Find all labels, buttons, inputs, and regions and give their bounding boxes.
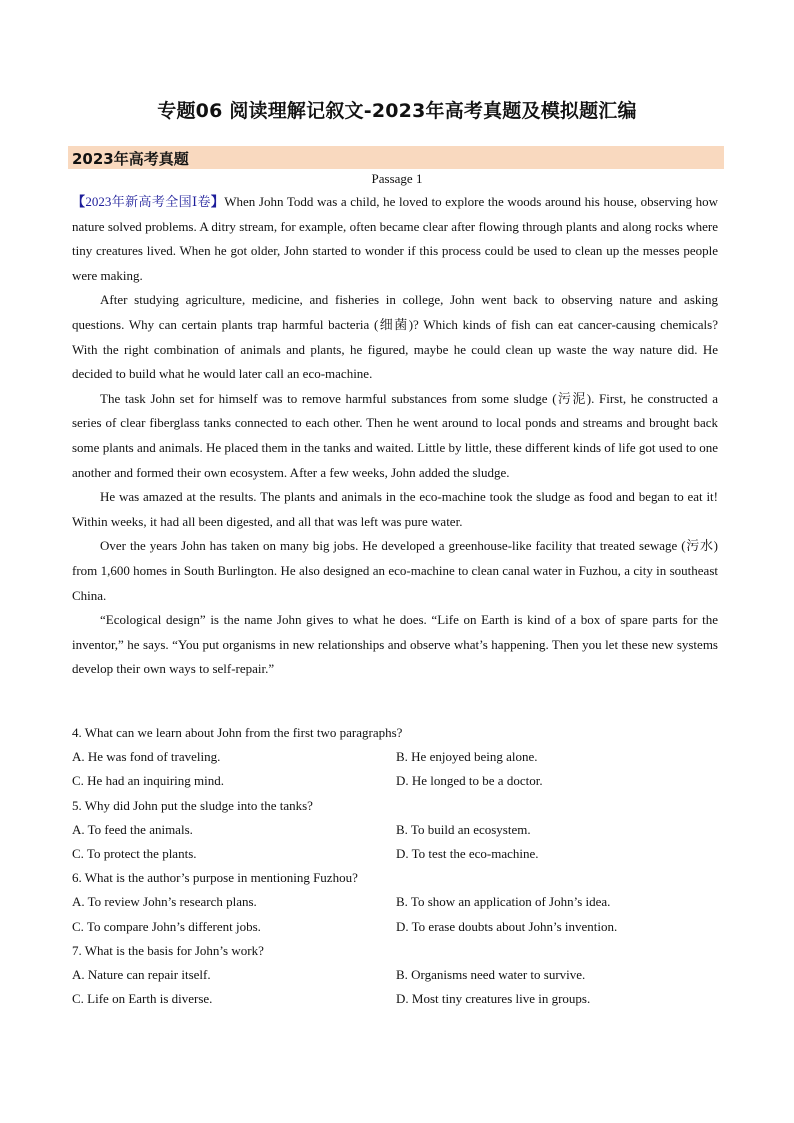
- page-title: 专题06 阅读理解记叙文-2023年高考真题及模拟题汇编: [157, 100, 637, 122]
- paragraph-1: 【2023年新高考全国Ⅰ卷】When John Todd was a child, he loved to explore the woods around his house, observing how nature solved problems. A ditry stream, for example, often became clear after flowing through plants and along rocks where tiny creatures lived. When he got older, John started to wonder if this process could be used to clean up the messes people were making.: [72, 194, 718, 283]
- question-stem: 5. Why did John put the sludge into the tanks?: [72, 797, 313, 813]
- option-c: C. To compare John’s different jobs.: [72, 918, 261, 934]
- source-tag: 【2023年新高考全国Ⅰ卷】: [72, 194, 225, 209]
- question-4: [72, 721, 718, 794]
- option-b: B. To show an application of John’s idea.: [396, 894, 611, 910]
- question-6: [72, 866, 718, 939]
- option-a: A. To review John’s research plans.: [72, 894, 257, 910]
- option-grid: [72, 890, 718, 938]
- option-grid: [72, 818, 718, 866]
- option-d: D. To erase doubts about John’s invention.: [396, 918, 618, 934]
- paragraph-2: After studying agriculture, medicine, and fisheries in college, John went back to observing nature and asking questions. Why can certain plants trap harmful bacteria (细菌)? Which kinds of fish can eat cancer-causing chemicals? With the right combination of animals and plants, he figured, maybe he could clean up waste the way nature did. He decided to build what he would later call an eco-machine.: [72, 292, 718, 382]
- option-b: B. To build an ecosystem.: [396, 821, 531, 837]
- section-header: [68, 146, 724, 169]
- paragraph-6: “Ecological design” is the name John gives to what he does. “Life on Earth is kind of a box of spare parts for the inventor,” he says. “You put organisms in new relationships and observe what’s happening. Then you let these new systems develop their own ways to self-repair.”: [72, 612, 718, 677]
- option-c: C. Life on Earth is diverse.: [72, 991, 213, 1007]
- option-c: C. To protect the plants.: [72, 846, 197, 862]
- passage-body: [72, 190, 718, 682]
- question-7: [72, 939, 718, 1012]
- question-list: [72, 721, 718, 1011]
- question-stem: 4. What can we learn about John from the first two paragraphs?: [72, 725, 403, 740]
- option-a: A. He was fond of traveling.: [72, 749, 221, 765]
- paragraph-3: The task John set for himself was to remove harmful substances from some sludge (污泥). First, he constructed a series of clear fiberglass tanks connected to each other. Then he went around to local ponds and streams and brought back some plants and animals. He placed them in the tanks and waited. Little by little, these different kinds of life got used to one another and formed their own ecosystem. After a few weeks, John added the sludge.: [72, 390, 718, 480]
- option-b: B. He enjoyed being alone.: [396, 749, 538, 765]
- option-c: C. He had an inquiring mind.: [72, 773, 225, 789]
- option-d: D. To test the eco-machine.: [396, 846, 539, 862]
- option-b: B. Organisms need water to survive.: [396, 967, 586, 983]
- question-5: [72, 794, 718, 867]
- option-grid: [72, 963, 718, 1011]
- question-stem: 6. What is the author’s purpose in mentioning Fuzhou?: [72, 870, 358, 886]
- option-d: D. He longed to be a doctor.: [396, 773, 543, 789]
- passage-label: Passage 1: [371, 171, 423, 186]
- paragraph-5: Over the years John has taken on many big jobs. He developed a greenhouse-like facility that treated sewage (污水) from 1,600 homes in South Burlington. He also designed an eco-machine to clean canal water in Fuzhou, a city in southeast China.: [72, 538, 718, 603]
- option-a: A. Nature can repair itself.: [72, 967, 211, 983]
- option-d: D. Most tiny creatures live in groups.: [396, 991, 591, 1007]
- option-grid: [72, 745, 718, 793]
- option-a: A. To feed the animals.: [72, 821, 193, 837]
- paragraph-4: He was amazed at the results. The plants and animals in the eco-machine took the sludge as food and began to eat it! Within weeks, it had all been digested, and all that was left was pure water.: [72, 489, 718, 529]
- section-title: 2023年高考真题: [72, 150, 189, 168]
- question-stem: 7. What is the basis for John’s work?: [72, 942, 264, 958]
